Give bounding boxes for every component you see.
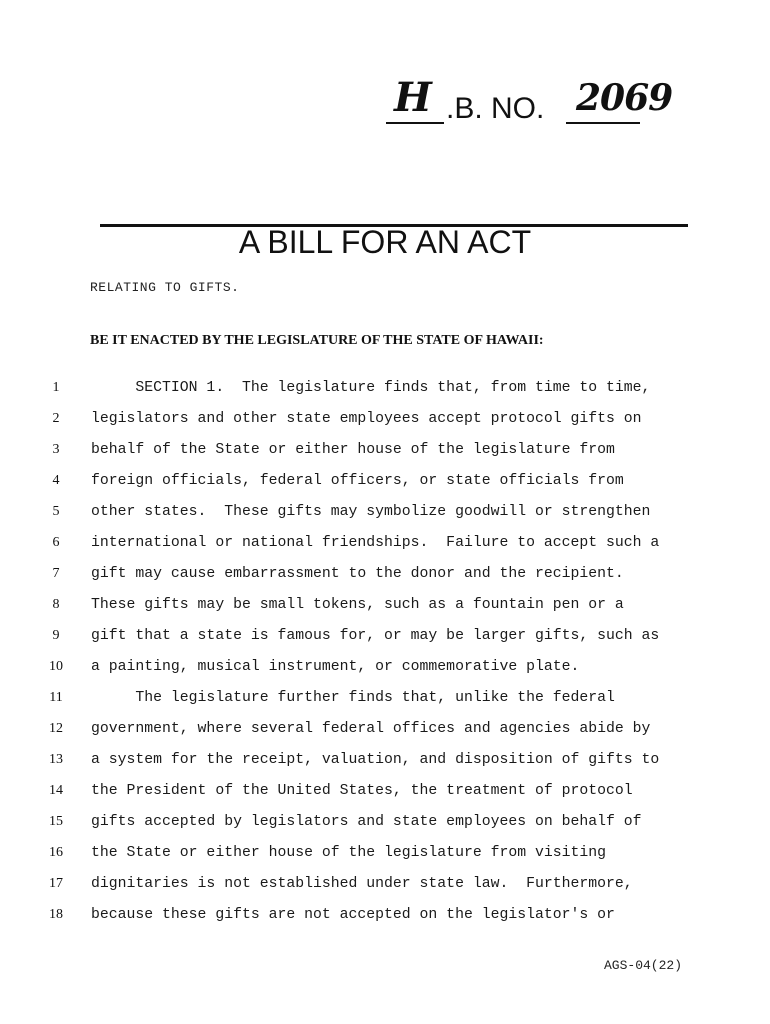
line-text: the State or either house of the legislature from visiting — [91, 845, 607, 861]
line-number: 15 — [49, 814, 63, 829]
bill-line — [0, 564, 770, 595]
bill-line — [0, 657, 770, 688]
line-number: 9 — [52, 628, 60, 643]
line-text: dignitaries is not established under state law. Furthermore, — [91, 876, 633, 892]
line-text: foreign officials, federal officers, or state officials from — [91, 473, 624, 489]
line-number: 8 — [52, 597, 60, 612]
bill-line — [0, 719, 770, 750]
bill-line — [0, 409, 770, 440]
bill-line — [0, 533, 770, 564]
line-number: 4 — [52, 473, 60, 488]
line-text: SECTION 1. The legislature finds that, from time to time, — [91, 380, 651, 396]
line-number: 18 — [49, 907, 63, 922]
line-number: 7 — [52, 566, 60, 581]
bill-line — [0, 440, 770, 471]
bill-line — [0, 471, 770, 502]
line-number: 10 — [49, 659, 63, 674]
line-text: legislators and other state employees accept protocol gifts on — [91, 411, 642, 427]
bill-line — [0, 781, 770, 812]
line-number: 17 — [49, 876, 63, 891]
bill-chamber-handwritten: H — [394, 74, 432, 121]
bill-line — [0, 626, 770, 657]
bill-line — [0, 843, 770, 874]
bill-line — [0, 688, 770, 719]
line-number: 5 — [52, 504, 60, 519]
line-number: 13 — [49, 752, 63, 767]
line-number: 11 — [49, 690, 63, 705]
line-number: 3 — [52, 442, 60, 457]
bill-line — [0, 750, 770, 781]
bill-line — [0, 812, 770, 843]
line-number: 6 — [52, 535, 60, 550]
line-number: 16 — [49, 845, 63, 860]
line-number: 2 — [52, 411, 60, 426]
bill-line — [0, 874, 770, 905]
line-text: These gifts may be small tokens, such as a fountain pen or a — [91, 597, 624, 613]
bill-line — [0, 905, 770, 936]
bill-body — [0, 378, 770, 936]
line-text: because these gifts are not accepted on the legislator's or — [91, 907, 615, 923]
bill-number-label: .B. NO. — [446, 92, 545, 125]
line-number: 1 — [52, 380, 60, 395]
line-text: the President of the United States, the treatment of protocol — [91, 783, 633, 799]
bill-number-handwritten: 2069 — [576, 77, 673, 119]
number-blank-line — [566, 122, 640, 124]
line-text: gift that a state is famous for, or may be larger gifts, such as — [91, 628, 660, 644]
chamber-blank-line — [386, 122, 444, 124]
act-title: A BILL FOR AN ACT — [238, 224, 532, 260]
line-number: 14 — [49, 783, 63, 798]
document-code: AGS-04(22) — [603, 958, 682, 973]
line-text: gifts accepted by legislators and state employees on behalf of — [91, 814, 642, 830]
bill-line — [0, 378, 770, 409]
bill-line — [0, 502, 770, 533]
enacting-clause: BE IT ENACTED BY THE LEGISLATURE OF THE STATE OF HAWAII: — [90, 333, 544, 348]
line-text: other states. These gifts may symbolize goodwill or strengthen — [91, 504, 651, 520]
relating-clause: RELATING TO GIFTS. — [90, 280, 240, 295]
bill-line — [0, 595, 770, 626]
line-text: international or national friendships. Failure to accept such a — [91, 535, 660, 551]
line-text: behalf of the State or either house of the legislature from — [91, 442, 615, 458]
line-text: government, where several federal offices and agencies abide by — [91, 721, 651, 737]
line-text: The legislature further finds that, unlike the federal — [91, 690, 615, 706]
line-number: 12 — [49, 721, 63, 736]
line-text: gift may cause embarrassment to the donor and the recipient. — [91, 566, 624, 582]
line-text: a system for the receipt, valuation, and disposition of gifts to — [91, 752, 660, 768]
line-text: a painting, musical instrument, or commemorative plate. — [91, 659, 580, 675]
